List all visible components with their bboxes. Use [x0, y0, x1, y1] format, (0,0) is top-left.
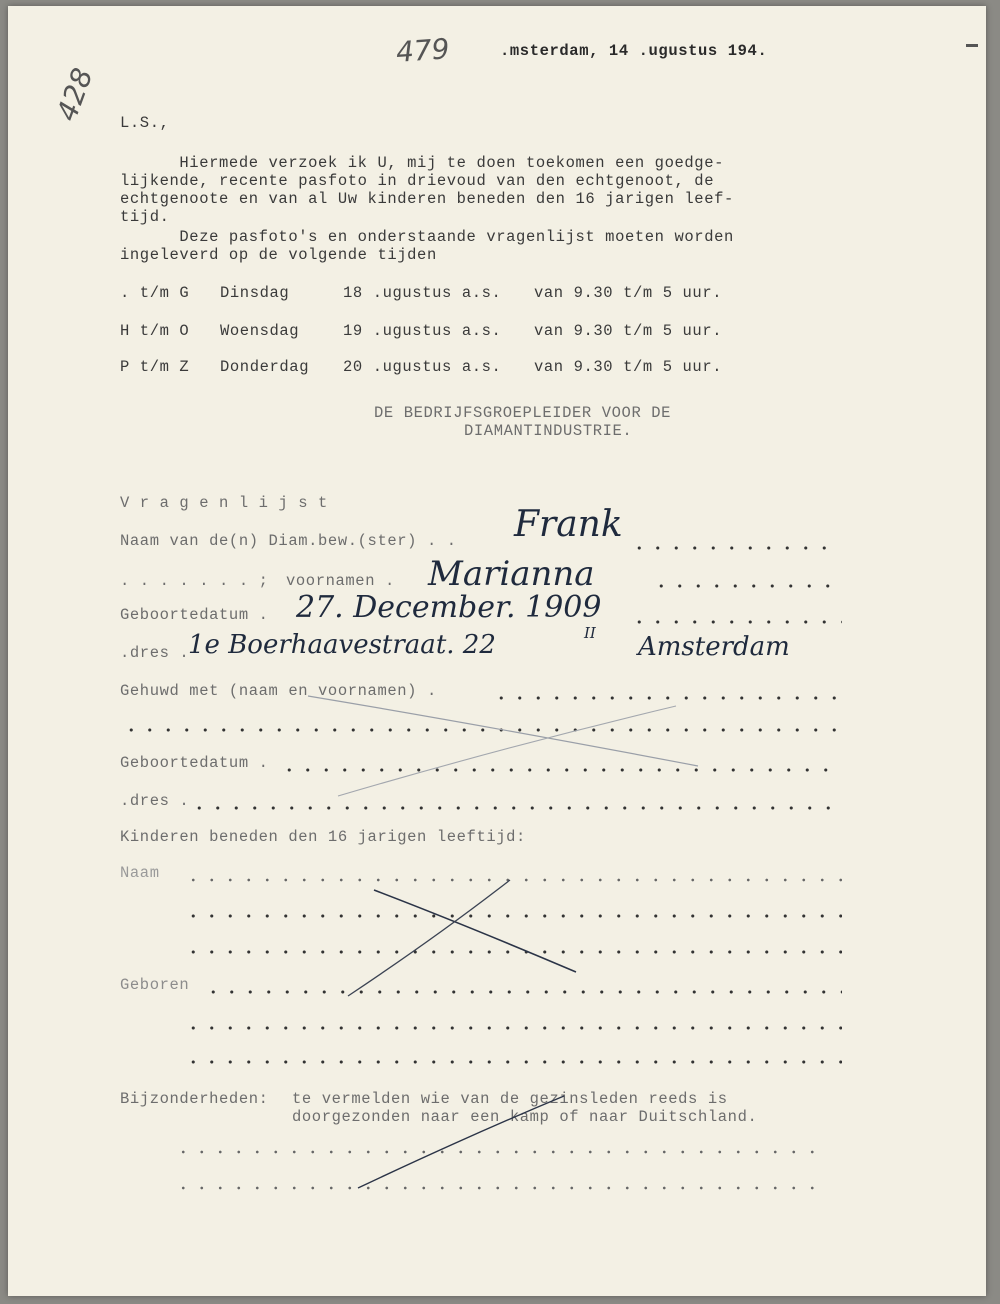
address-floor: II — [584, 624, 596, 642]
pen-strikeouts — [8, 6, 986, 1296]
children-born-label: Geboren — [120, 976, 190, 994]
place-date: .msterdam, 14 .ugustus 194. — [500, 42, 768, 60]
schedule-day: Dinsdag — [220, 284, 290, 302]
spouse-dob-label: Geboortedatum . — [120, 754, 269, 772]
children-name-label: Naam — [120, 864, 160, 882]
particulars-text: te vermelden wie van de gezinsleden reeds is — [292, 1090, 728, 1108]
spouse-address-label: .dres . — [120, 792, 190, 810]
form-title: V r a g e n l i j s t — [120, 494, 328, 512]
schedule-time: van 9.30 t/m 5 uur. — [534, 322, 723, 340]
body-line: Hiermede verzoek ik U, mij te doen toekomen een goedge- — [120, 154, 724, 172]
schedule-time: van 9.30 t/m 5 uur. — [534, 358, 723, 376]
address-label: .dres . — [120, 644, 190, 662]
body-line: Deze pasfoto's en onderstaande vragenlijst moeten worden — [120, 228, 734, 246]
schedule-range: . t/m G — [120, 284, 190, 302]
firstname-prefix: . . . . . . . ; — [120, 572, 269, 590]
document-sheet — [8, 6, 986, 1296]
body-line: echtgenoote en van al Uw kinderen beneden den 16 jarigen leef- — [120, 190, 734, 208]
spouse-label: Gehuwd met (naam en voornamen) . — [120, 682, 437, 700]
dob-value: 27. December. 1909 — [296, 590, 602, 625]
schedule-range: H t/m O — [120, 322, 190, 340]
edge-mark — [966, 44, 978, 47]
schedule-date: 20 .ugustus a.s. — [343, 358, 502, 376]
strikeout-stroke — [348, 880, 510, 996]
dob-label: Geboortedatum . — [120, 606, 269, 624]
pencil-note-left: 428 — [50, 63, 100, 126]
strikeout-stroke — [374, 890, 576, 972]
children-heading: Kinderen beneden den 16 jarigen leeftijd: — [120, 828, 526, 846]
firstname-value: Marianna — [428, 554, 595, 594]
address-city: Amsterdam — [638, 632, 790, 662]
schedule-date: 18 .ugustus a.s. — [343, 284, 502, 302]
strikeout-stroke — [358, 1096, 564, 1188]
schedule-day: Donderdag — [220, 358, 310, 376]
strikeout-stroke — [338, 706, 676, 796]
strikeout-stroke — [308, 696, 698, 766]
salutation: L.S., — [120, 114, 170, 132]
name-value: Frank — [514, 504, 623, 545]
address-value: 1e Boerhaavestraat. 22 — [188, 630, 496, 660]
signature-line: DIAMANTINDUSTRIE. — [464, 422, 633, 440]
schedule-date: 19 .ugustus a.s. — [343, 322, 502, 340]
schedule-day: Woensdag — [220, 322, 300, 340]
particulars-label: Bijzonderheden: — [120, 1090, 269, 1108]
schedule-range: P t/m Z — [120, 358, 190, 376]
name-label: Naam van de(n) Diam.bew.(ster) . . — [120, 532, 457, 550]
body-line: lijkende, recente pasfoto in drievoud van den echtgenoot, de — [120, 172, 715, 190]
body-line: ingeleverd op de volgende tijden — [120, 246, 437, 264]
particulars-text: doorgezonden naar een kamp of naar Duitschland. — [292, 1108, 758, 1126]
firstname-label: voornamen . — [286, 572, 395, 590]
schedule-time: van 9.30 t/m 5 uur. — [534, 284, 723, 302]
signature-line: DE BEDRIJFSGROEPLEIDER VOOR DE — [374, 404, 672, 422]
pencil-note-top: 479 — [394, 32, 451, 69]
body-line: tijd. — [120, 208, 170, 226]
